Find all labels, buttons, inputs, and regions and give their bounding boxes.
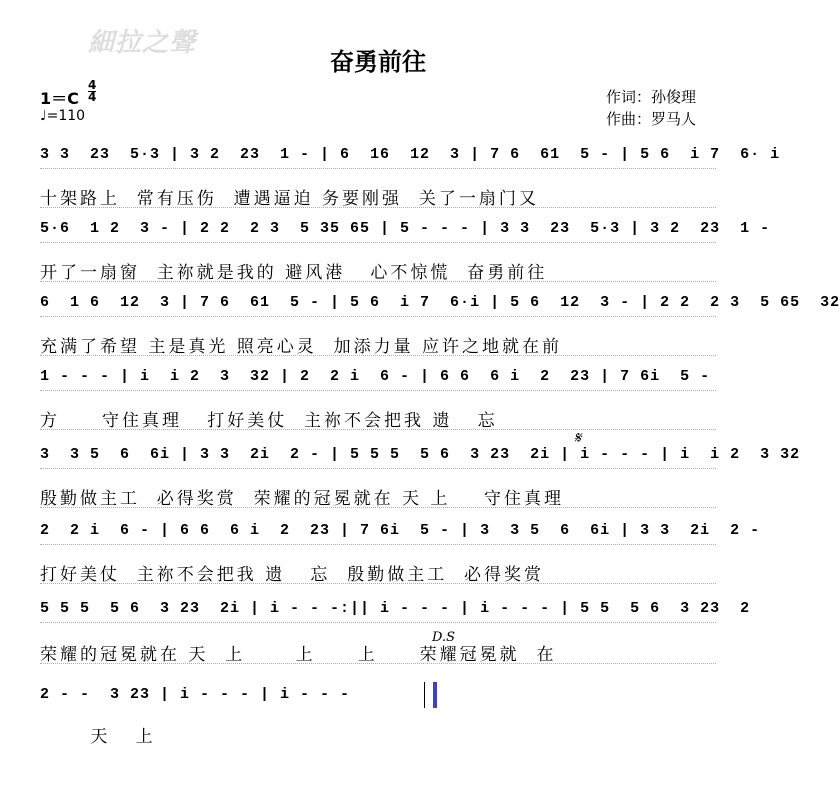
watermark: 細拉之聲 bbox=[88, 28, 197, 58]
staff-guide bbox=[40, 544, 716, 545]
segno-sign: 𝄋 bbox=[574, 428, 581, 447]
notation-line-7: 5 5 5 5 6 3 23 2i | i - - -:|| i - - - | i - - - | 5 5 5 6 3 23 2 bbox=[40, 600, 751, 617]
staff-guide bbox=[40, 281, 716, 282]
ds-sign: D.S bbox=[432, 630, 455, 645]
lyrics-line-6: 打好美仗 主祢不会把我 遗 忘 殷勤做主工 必得奖赏 bbox=[40, 565, 545, 585]
song-title: 奋勇前往 bbox=[330, 47, 426, 76]
staff-guide bbox=[40, 622, 716, 623]
staff-guide bbox=[40, 468, 716, 469]
lyrics-line-1: 十架路上 常有压伤 遭遇逼迫 务要刚强 关了一扇门又 bbox=[40, 189, 539, 209]
lyrics-line-8: 天 上 bbox=[40, 727, 156, 747]
lyrics-line-5: 殷勤做主工 必得奖赏 荣耀的冠冕就在 天 上 守住真理 bbox=[40, 489, 565, 509]
notation-line-5: 3 3 5 6 6i | 3 3 2i 2 - | 5 5 5 5 6 3 23 2i | i - - - | i i 2 3 32 bbox=[40, 446, 801, 463]
staff-guide bbox=[40, 429, 716, 430]
notation-line-6: 2 2 i 6 - | 6 6 6 i 2 23 | 7 6i 5 - | 3 3 5 6 6i | 3 3 2i 2 - bbox=[40, 522, 761, 539]
staff-guide bbox=[40, 316, 716, 317]
notation-line-3: 6 1 6 12 3 | 7 6 61 5 - | 5 6 i 7 6·i | 5 6 12 3 - | 2 2 2 3 5 65 32 bbox=[40, 294, 840, 311]
lyrics-line-3: 充满了希望 主是真光 照亮心灵 加添力量 应许之地就在前 bbox=[40, 337, 563, 357]
final-barline bbox=[424, 682, 437, 708]
staff-guide bbox=[40, 168, 716, 169]
composer-credit: 作曲：罗马人 bbox=[606, 110, 697, 128]
time-top: 4 bbox=[88, 78, 97, 92]
lyrics-line-7: 荣耀的冠冕就在 天 上 上 上 荣耀冠冕就 在 bbox=[40, 645, 557, 665]
lyrics-line-2: 开了一扇窗 主祢就是我的 避风港 心不惊慌 奋勇前往 bbox=[40, 263, 548, 283]
staff-guide bbox=[40, 242, 716, 243]
staff-guide bbox=[40, 355, 716, 356]
notation-line-4: 1 - - - | i i 2 3 32 | 2 2 i 6 - | 6 6 6 i 2 23 | 7 6i 5 - bbox=[40, 368, 711, 385]
staff-guide bbox=[40, 207, 716, 208]
time-signature bbox=[88, 80, 96, 103]
time-bottom: 4 bbox=[88, 90, 97, 104]
staff-guide bbox=[40, 390, 716, 391]
key-signature: 1＝C bbox=[40, 89, 79, 108]
lyrics-line-4: 方 守住真理 打好美仗 主祢不会把我 遗 忘 bbox=[40, 411, 498, 431]
tempo-mark: ♩=110 bbox=[40, 108, 86, 124]
lyricist-credit: 作词：孙俊理 bbox=[606, 88, 697, 106]
notation-line-8: 2 - - 3 23 | i - - - | i - - - bbox=[40, 686, 351, 703]
staff-guide bbox=[40, 663, 716, 664]
notation-line-2: 5·6 1 2 3 - | 2 2 2 3 5 35 65 | 5 - - - | 3 3 23 5·3 | 3 2 23 1 - bbox=[40, 220, 771, 237]
staff-guide bbox=[40, 583, 716, 584]
staff-guide bbox=[40, 507, 716, 508]
notation-line-1: 3 3 23 5·3 | 3 2 23 1 - | 6 16 12 3 | 7 6 61 5 - | 5 6 i 7 6· i bbox=[40, 146, 781, 163]
